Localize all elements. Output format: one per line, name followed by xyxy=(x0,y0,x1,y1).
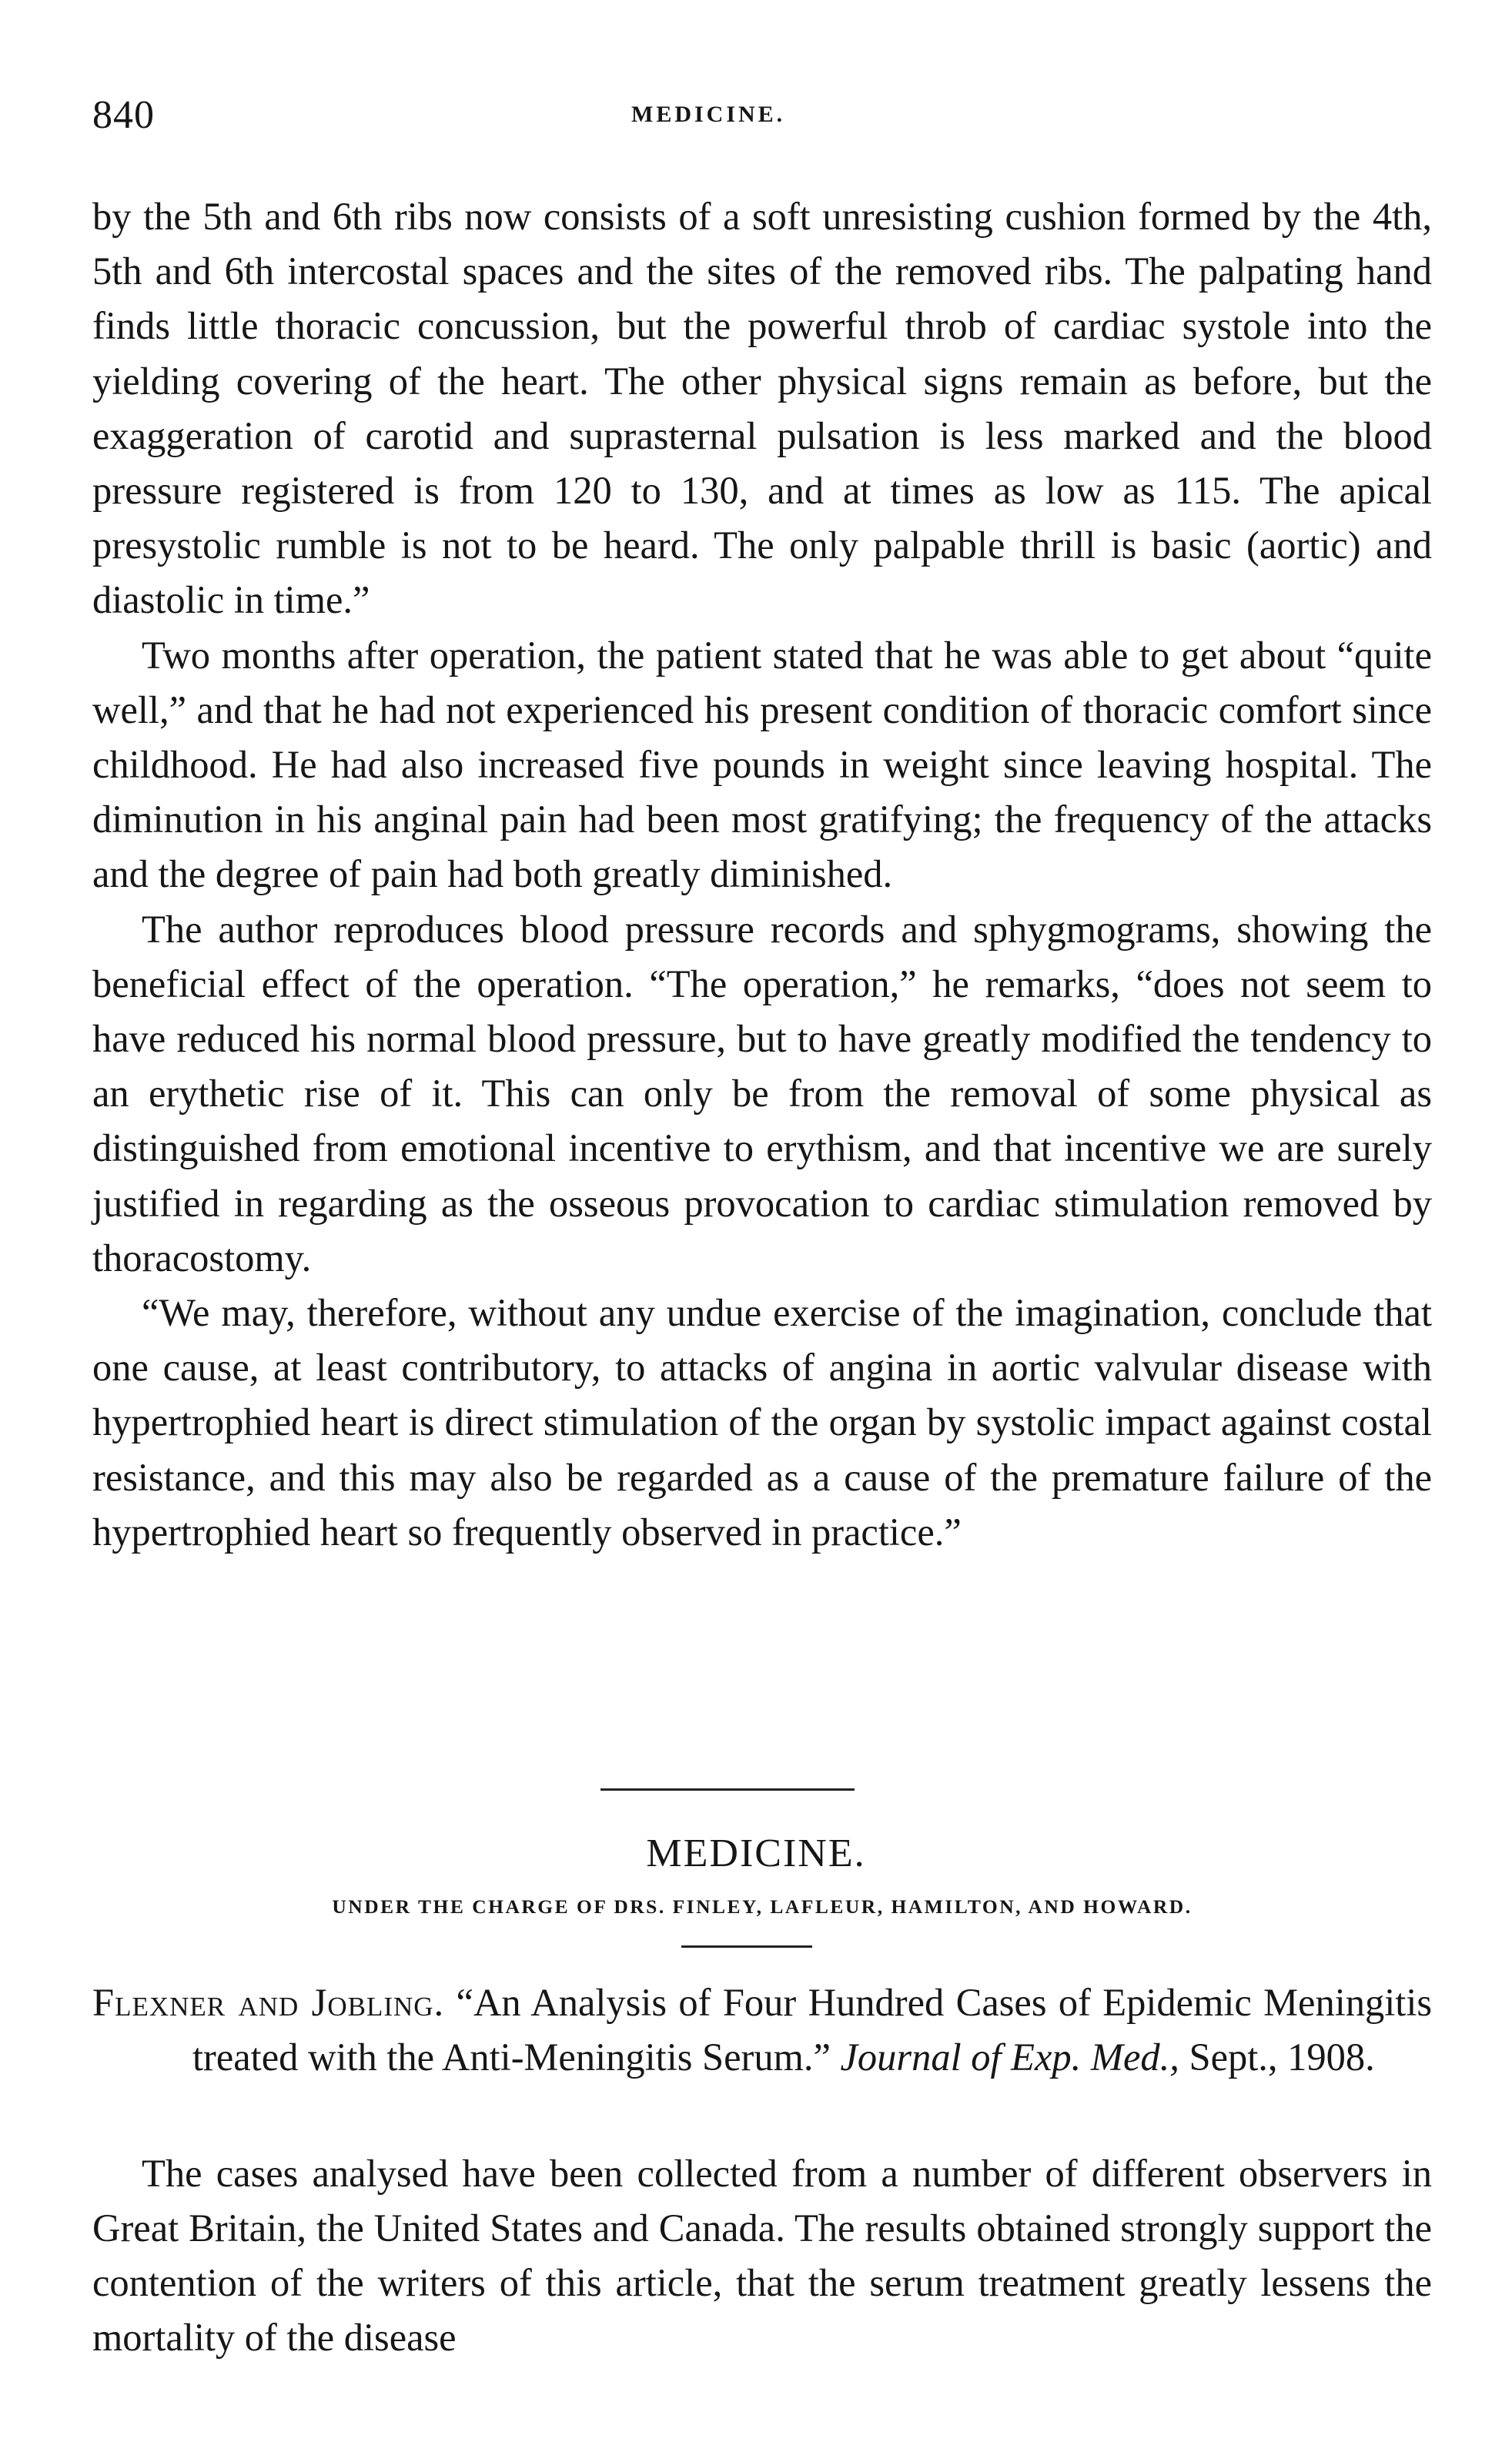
body-paragraph: Two months after operation, the patient stated that he was able to get about “quite well,” and that he had not experienced his present condition of thoracic comfort since childhood. He had also increased five pounds in weight since leaving hospital. The diminution in his anginal pain had been most gratifying; the frequency of the attacks and the degree of pain had both greatly diminished. xyxy=(92,633,1432,896)
heading-divider xyxy=(681,1945,812,1948)
continued-article-text xyxy=(92,189,1432,1560)
reference-date: Sept., 1908. xyxy=(1189,2036,1375,2079)
body-paragraph: by the 5th and 6th ribs now consists of a soft unresisting cushion formed by the 4th, 5th and 6th intercostal spaces and the sites of the removed ribs. The palpating hand finds little thoracic concussion, but the powerful throb of cardiac systole into the yielding covering of the heart. The other physical signs remain as before, but the exaggeration of carotid and suprasternal pulsation is less marked and the blood pressure registered is from 120 to 130, and at times as low as 115. The apical presystolic rumble is not to be heard. The only palpable thrill is basic (aortic) and diastolic in time.” xyxy=(92,195,1432,622)
page-number: 840 xyxy=(92,93,155,137)
section-subheading: UNDER THE CHARGE OF DRS. FINLEY, LAFLEUR, HAMILTON, AND HOWARD. xyxy=(332,1895,1193,1918)
abstract-paragraph: The cases analysed have been collected from a number of different observers in Great Britain, the United States and Canada. The results obtained strongly support the contention of the writers of this article, that the serum treatment greatly lessens the mortality of the disease xyxy=(92,2152,1432,2359)
section-divider xyxy=(600,1788,855,1791)
body-paragraph: “We may, therefore, without any undue exercise of the imagination, conclude that one cause, at least contributory, to attacks of angina in aortic valvular disease with hypertrophied heart is direct stimulation of the organ by systolic impact against costal resistance, and this may also be regarded as a cause of the premature failure of the hypertrophied heart so frequently observed in practice.” xyxy=(92,1291,1432,1554)
body-paragraph: The author reproduces blood pressure records and sphygmograms, showing the beneficial effect of the operation. “The operation,” he remarks, “does not seem to have reduced his normal blood pressure, but to have greatly modified the tendency to an erythetic rise of it. This can only be from the removal of some physical as distinguished from emotional incentive to erythism, and that incentive we are surely justified in regarding as the osseous provocation to cardiac stimulation removed by thoracostomy. xyxy=(92,907,1432,1280)
running-head xyxy=(92,85,1432,146)
abstract-text xyxy=(92,2146,1432,2365)
reference-citation xyxy=(92,1975,1432,2085)
reference-title: “An Analysis of Four Hundred Cases of Epidemic Meningitis treated with the Anti-Meningitis Serum.” xyxy=(192,1981,1433,2079)
section-heading: MEDICINE. xyxy=(646,1831,866,1875)
running-title: MEDICINE. xyxy=(631,102,786,127)
reference-authors: Flexner and Jobling. xyxy=(92,1981,445,2024)
reference-journal: Journal of Exp. Med., xyxy=(840,2036,1179,2079)
